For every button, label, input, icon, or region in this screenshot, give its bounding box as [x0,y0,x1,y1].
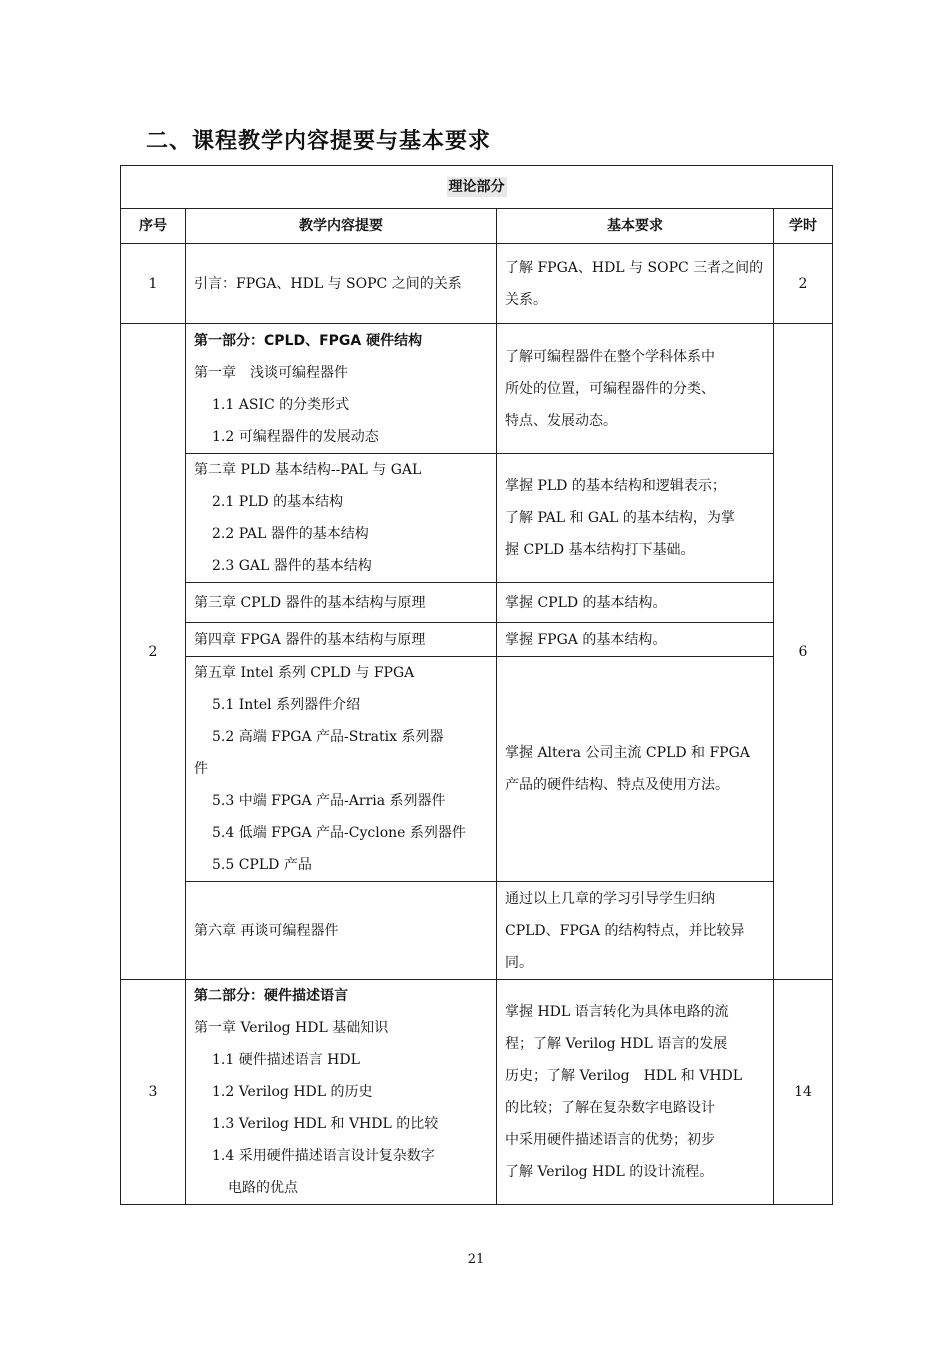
row2-ch2-requirement [497,454,774,583]
req-line: 掌握 Altera 公司主流 CPLD 和 FPGA [505,745,750,761]
section-item: 5.4 低端 FPGA 产品-Cyclone 系列器件 [212,825,466,841]
row2-hours: 6 [774,324,833,980]
req-line: 关系。 [505,291,547,308]
table-row [121,980,833,1205]
table-caption [121,166,833,209]
header-seq: 序号 [121,209,186,244]
table-caption-row [121,166,833,209]
row3-content [186,980,497,1205]
row2-ch4-content: 第四章 FPGA 器件的基本结构与原理 [186,623,497,657]
table-header-row [121,209,833,244]
table-row [121,623,833,657]
req-line: 同。 [505,954,533,971]
section-item: 2.1 PLD 的基本结构 [212,494,344,510]
section-item: 2.3 GAL 器件的基本结构 [212,558,372,574]
section-item: 5.2 高端 FPGA 产品-Stratix 系列器 [212,729,444,745]
req-line: 了解 Verilog HDL 的设计流程。 [505,1164,714,1180]
req-line: 握 CPLD 基本结构打下基础。 [505,542,695,558]
req-line: 历史；了解 Verilog HDL 和 VHDL [505,1068,743,1084]
row3-seq: 3 [121,980,186,1205]
section-item: 1.1 ASIC 的分类形式 [212,396,350,413]
section-item: 1.2 可编程器件的发展动态 [212,428,379,445]
req-line: 所处的位置，可编程器件的分类、 [505,380,715,397]
row1-hours: 2 [774,244,833,324]
req-line: 通过以上几章的学习引导学生归纳 [505,890,715,907]
req-line: 了解 PAL 和 GAL 的基本结构，为掌 [505,510,735,526]
table-row [121,882,833,980]
chapter-title: 第五章 Intel 系列 CPLD 与 FPGA [194,665,415,681]
section-item: 1.2 Verilog HDL 的历史 [212,1084,373,1100]
table-row [121,244,833,324]
table-row [121,657,833,882]
row2-ch1-requirement [497,324,774,454]
req-line: 掌握 PLD 的基本结构和逻辑表示； [505,478,726,494]
req-line: 程；了解 Verilog HDL 语言的发展 [505,1036,728,1052]
section-item: 2.2 PAL 器件的基本结构 [212,526,369,542]
row2-ch3-requirement: 掌握 CPLD 的基本结构。 [497,583,774,623]
caption-text: 理论部分 [448,179,505,195]
row2-ch5-content [186,657,497,882]
row3-requirement [497,980,774,1205]
row1-content: 引言：FPGA、HDL 与 SOPC 之间的关系 [186,244,497,324]
page-number: 21 [467,1252,485,1267]
row2-ch1-content [186,324,497,454]
row1-seq: 1 [121,244,186,324]
req-line: 中采用硬件描述语言的优势；初步 [505,1132,715,1148]
row2-seq: 2 [121,324,186,980]
table-row [121,583,833,623]
section-item-continued: 电路的优点 [228,1180,298,1196]
req-line: 掌握 HDL 语言转化为具体电路的流 [505,1004,729,1020]
req-line: 了解 FPGA、HDL 与 SOPC 三者之间的 [505,259,764,276]
section-item: 1.4 采用硬件描述语言设计复杂数字 [212,1148,435,1164]
chapter-title: 第二章 PLD 基本结构--PAL 与 GAL [194,462,422,478]
section-item: 5.1 Intel 系列器件介绍 [212,697,361,713]
row2-ch5-requirement [497,657,774,882]
section-item: 1.1 硬件描述语言 HDL [212,1052,360,1068]
row2-ch6-requirement [497,882,774,980]
part-title: 第一部分：CPLD、FPGA 硬件结构 [194,332,423,349]
row2-ch2-content [186,454,497,583]
header-hours: 学时 [774,209,833,244]
header-requirement: 基本要求 [497,209,774,244]
req-line: 了解可编程器件在整个学科体系中 [505,348,715,365]
req-line: 产品的硬件结构、特点及使用方法。 [505,777,729,793]
row2-ch3-content: 第三章 CPLD 器件的基本结构与原理 [186,583,497,623]
req-line: CPLD、FPGA 的结构特点，并比较异 [505,922,745,939]
req-line: 特点、发展动态。 [505,412,617,429]
section-item: 5.3 中端 FPGA 产品-Arria 系列器件 [212,793,446,809]
chapter-title: 第一章 浅谈可编程器件 [194,364,348,381]
row2-ch4-requirement: 掌握 FPGA 的基本结构。 [497,623,774,657]
part-title: 第二部分：硬件描述语言 [194,988,348,1004]
row1-requirement [497,244,774,324]
section-heading: 二、课程教学内容提要与基本要求 [146,129,492,154]
section-item: 1.3 Verilog HDL 和 VHDL 的比较 [212,1116,439,1132]
table-row [121,454,833,583]
chapter-title: 第一章 Verilog HDL 基础知识 [194,1020,389,1036]
section-item-continued: 件 [194,761,208,777]
row3-hours: 14 [774,980,833,1205]
header-content: 教学内容提要 [186,209,497,244]
row2-ch6-content: 第六章 再谈可编程器件 [186,882,497,980]
req-line: 的比较；了解在复杂数字电路设计 [505,1100,715,1116]
section-item: 5.5 CPLD 产品 [212,857,312,873]
table-row [121,324,833,454]
syllabus-table [120,165,833,1205]
